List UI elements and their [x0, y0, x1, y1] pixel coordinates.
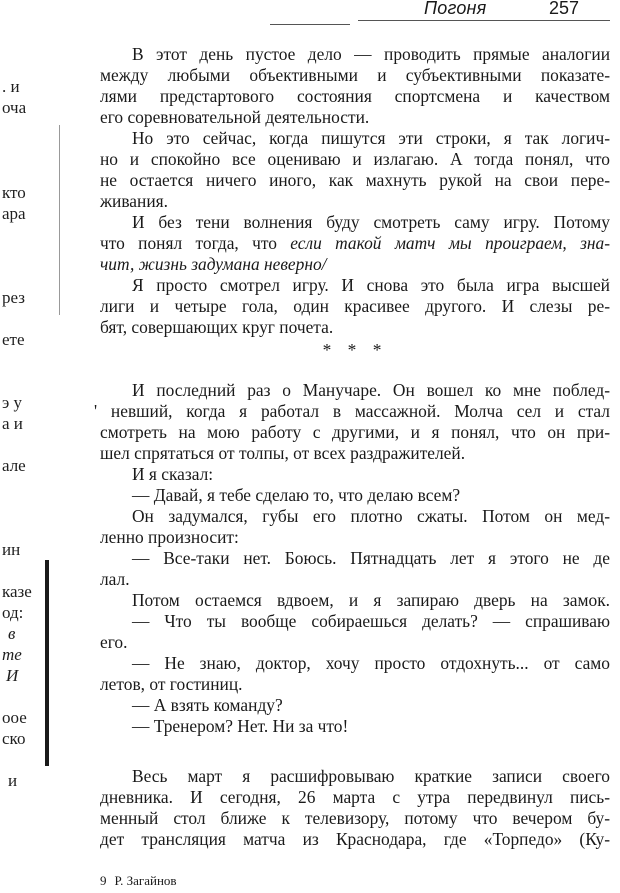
text-line: лиги и четыре гола, один красивее другого. И слезы ре-	[100, 296, 610, 316]
text-line: не остается ничего иного, как махнуть рукой на свои пере-	[100, 170, 610, 190]
margin-fragment: казе	[2, 582, 32, 601]
margin-fragment: ско	[2, 729, 26, 748]
text-line: — Не знаю, доктор, хочу просто отдохнуть... от само	[132, 653, 610, 673]
margin-fragment: . и	[2, 77, 20, 96]
margin-fragment: в	[8, 624, 16, 643]
margin-fragment: ете	[2, 330, 25, 349]
text-line: В этот день пустое дело — проводить прямые аналогии	[132, 44, 610, 64]
text-line: его соревновательной деятельности.	[100, 107, 370, 127]
margin-fragment: рез	[2, 288, 25, 307]
italic-run: чит, жизнь задумана неверно/	[100, 254, 327, 274]
text-line: его.	[100, 632, 128, 652]
text-line: И последний раз о Манучаре. Он вошел ко мне поблед-	[132, 380, 610, 400]
running-title: Погоня	[424, 0, 487, 18]
text-line: Но это сейчас, когда пишутся эти строки, я так логич-	[132, 128, 610, 148]
text-line: живания.	[100, 191, 168, 211]
text-line: Он задумался, губы его плотно сжаты. Потом он мед-	[132, 506, 610, 526]
page-footer	[100, 873, 177, 889]
text-line: Потом остаемся вдвоем, и я запираю дверь на замок.	[132, 590, 610, 610]
text-line: летов, от гостиниц.	[100, 674, 243, 694]
text-line: ленно произносит:	[100, 527, 239, 547]
text-line: менный стол ближе к телевизору, потому что вечером бу-	[100, 808, 610, 828]
margin-fragment: и	[8, 771, 18, 790]
margin-fragment: те	[2, 645, 22, 664]
margin-fragment: э у	[2, 393, 23, 412]
margin-fragment: И	[6, 666, 19, 685]
text-line: Весь март я расшифровываю краткие записи своего	[132, 766, 610, 786]
header-rule-long	[358, 20, 610, 21]
margin-fragment: а и	[2, 414, 23, 433]
text-line: дет трансляция матча из Краснодара, где «Торпедо» (Ку-	[100, 829, 610, 849]
text-line: бят, совершающих круг почета.	[100, 317, 334, 337]
text-line: И я сказал:	[132, 464, 214, 484]
text-line: шел спрятаться от толпы, от всех раздражителей.	[100, 443, 466, 463]
margin-fragment: але	[2, 456, 26, 475]
text-line: но и спокойно все оцениваю и излагаю. А тогда понял, что	[100, 149, 610, 169]
footer-author: Р. Загайнов	[114, 873, 177, 888]
text-line: между любыми объективными и субъективными показате-	[100, 65, 610, 85]
section-separator: * * *	[322, 340, 388, 360]
margin-fragment: ара	[2, 204, 26, 223]
sheet-number: 9	[100, 873, 107, 888]
text-line: И без тени волнения буду смотреть саму игру. Потому	[132, 212, 610, 232]
margin-fragment: ин	[2, 540, 21, 559]
text-line: лями предстартового состояния спортсмена и качеством	[100, 86, 610, 106]
text-line: — Что ты вообще собираешься делать? — спрашиваю	[132, 611, 610, 631]
text-line: смотреть на мою работу с другими, и я понял, что он при-	[100, 422, 610, 442]
text-line: дневника. И сегодня, 26 марта с утра передвинул пись-	[100, 787, 610, 807]
margin-fragment: кто	[2, 183, 26, 202]
text-line: — Давай, я тебе сделаю то, что делаю всем?	[132, 485, 461, 505]
text-line	[100, 254, 610, 275]
text-line: Я просто смотрел игру. И снова это была игра высшей	[132, 275, 610, 295]
margin-fragment: оча	[2, 98, 27, 117]
header-rule-short	[270, 24, 350, 25]
text-line: ' невший, когда я работал в массажной. Молча сел и стал	[94, 401, 610, 421]
italic-run: если такой матч мы проиграем, зна-	[290, 233, 611, 253]
text-run: что понял тогда, что	[100, 233, 291, 253]
text-line: — А взять команду?	[132, 695, 283, 715]
margin-fragment: од:	[2, 603, 24, 622]
text-line	[100, 233, 610, 254]
text-line: — Тренером? Нет. Ни за что!	[132, 716, 349, 736]
margin-rule-thick	[45, 560, 49, 766]
text-line: — Все-таки нет. Боюсь. Пятнадцать лет я этого не де	[132, 548, 610, 568]
text-line: лал.	[100, 569, 130, 589]
margin-rule-thin	[59, 125, 60, 315]
page-number: 257	[549, 0, 580, 18]
margin-fragment: оое	[2, 708, 27, 727]
